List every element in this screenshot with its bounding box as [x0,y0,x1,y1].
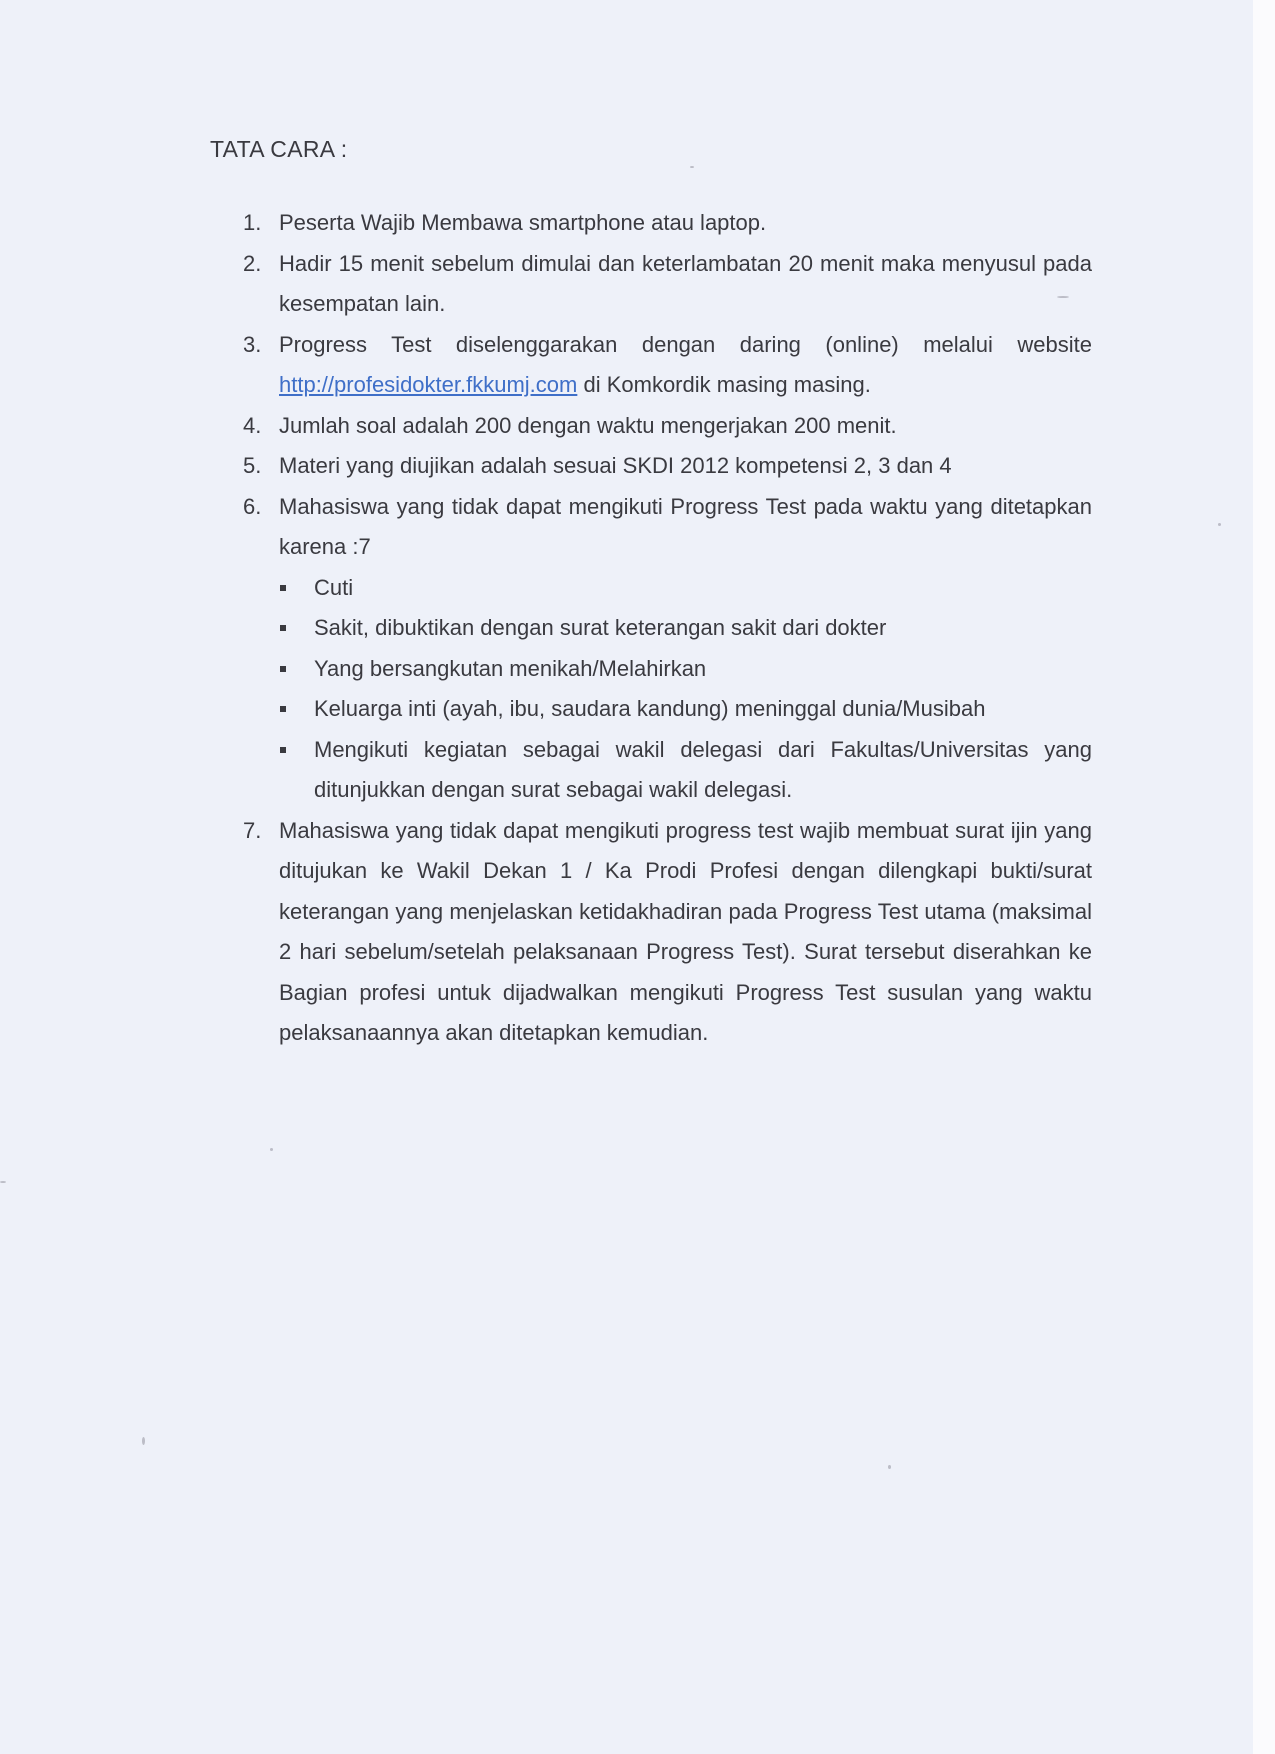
item-number: 7. [243,817,262,843]
list-item-4 [0,406,1092,447]
sub-item-text: Yang bersangkutan menikah/Melahirkan [314,655,707,681]
sub-list-item [0,689,1092,730]
item-number: 3. [243,331,262,357]
square-bullet-icon [280,666,286,672]
item-text [279,325,1092,406]
item-text: Materi yang diujikan adalah sesuai SKDI 2012 kompetensi 2, 3 dan 4 [279,453,952,478]
scan-speck [1218,523,1221,526]
sub-list-item [0,608,1092,649]
sub-item-text: Sakit, dibuktikan dengan surat keterangan sakit dari dokter [314,615,887,640]
page-heading: TATA CARA : [210,136,348,162]
square-bullet-icon [280,747,286,753]
list-item-5 [0,446,1092,487]
item-text: Jumlah soal adalah 200 dengan waktu mengerjakan 200 menit. [279,412,897,438]
website-link[interactable]: http://profesidokter.fkkumj.com [279,372,578,397]
item-number: 2. [243,250,262,276]
item-text: Mahasiswa yang tidak dapat mengikuti Progress Test pada waktu yang ditetapkan karena :7 [279,493,1092,559]
scan-speck [690,166,694,168]
sub-list-item [0,568,1092,609]
scan-speck [1057,296,1069,298]
square-bullet-icon [280,706,286,712]
item-number: 6. [243,493,262,519]
item-number: 5. [243,453,262,478]
item-text-before-link: Progress Test diselenggarakan dengan daring (online) melalui website [279,331,1092,357]
sub-list-item [0,730,1092,811]
item-text-after-link: di Komkordik masing masing. [583,372,871,397]
list-item-1 [0,203,1092,244]
sub-list-item [0,649,1092,690]
list-item-6 [0,487,1092,568]
scanner-margin [1253,0,1275,1754]
list-item-3 [0,325,1092,406]
list-item-7 [0,811,1092,1054]
scan-speck [888,1465,891,1469]
procedure-list [0,203,1253,1054]
item-text: Mahasiswa yang tidak dapat mengikuti progress test wajib membuat surat ijin yang ditujukan ke Wakil Dekan 1 / Ka Prodi Profesi dengan dilengkapi bukti/surat keterangan yang menjelaskan ketidakhadiran pada Progress Test utama (maksimal 2 hari sebelum/setelah pelaksanaan Progress Test). Surat tersebut diserahkan ke Bagian profesi untuk dijadwalkan mengikuti Progress Test susulan yang waktu pelaksanaannya akan ditetapkan kemudian. [279,817,1092,1045]
square-bullet-icon [280,625,286,631]
scan-speck [142,1437,145,1445]
sub-item-text: Cuti [314,574,354,600]
item-number: 1. [243,210,262,235]
scan-speck [270,1148,273,1151]
square-bullet-icon [280,585,286,591]
scan-speck [0,1181,6,1183]
item-number: 4. [243,412,262,438]
list-item-2 [0,244,1092,325]
item-text: Peserta Wajib Membawa smartphone atau laptop. [279,210,767,235]
item-text: Hadir 15 menit sebelum dimulai dan keterlambatan 20 menit maka menyusul pada kesempatan lain. [279,250,1092,316]
sub-item-text: Mengikuti kegiatan sebagai wakil delegasi dari Fakultas/Universitas yang ditunjukkan dengan surat sebagai wakil delegasi. [314,736,1092,802]
sub-item-text: Keluarga inti (ayah, ibu, saudara kandung) meninggal dunia/Musibah [314,696,986,721]
